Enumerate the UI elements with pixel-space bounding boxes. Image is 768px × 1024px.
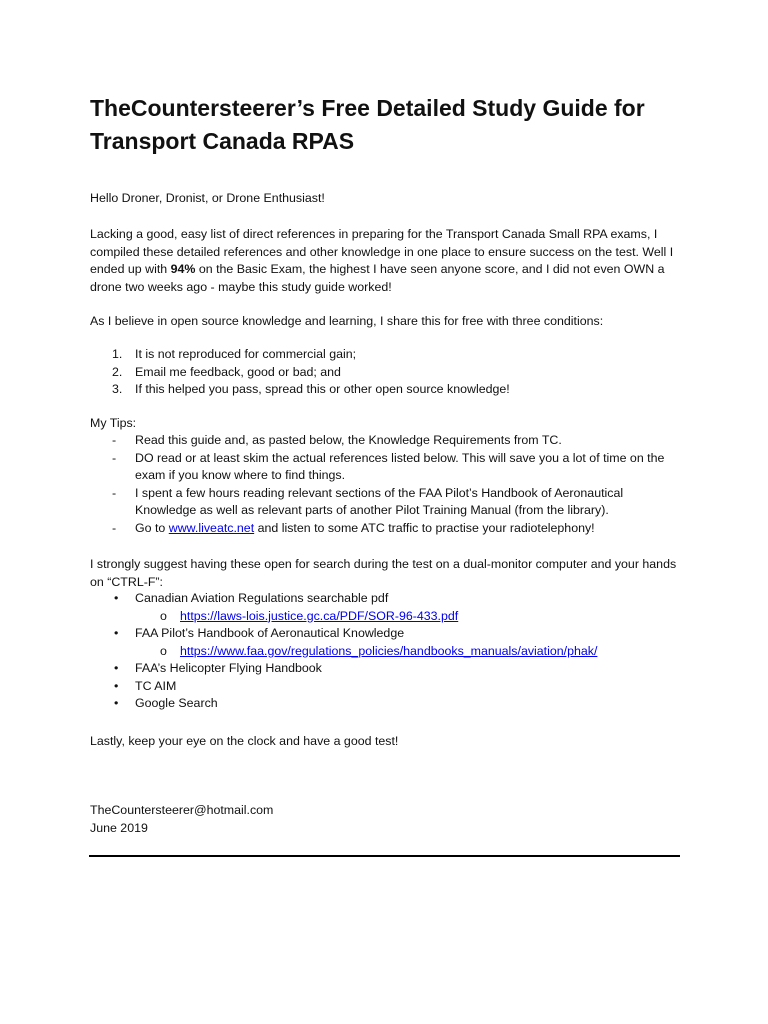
conditions-intro: As I believe in open source knowledge and learning, I share this for free with three conditions: <box>90 314 604 328</box>
intro-text-1: Lacking a good, easy list of direct references in preparing for the Transport Canada Small RPA exams, I compiled these detailed references and other knowledge in one place to ensure success on the test. Well I ended up with <box>90 227 674 276</box>
list-number: 3. <box>112 382 123 396</box>
list-item <box>90 485 680 520</box>
author-email: TheCountersteerer@hotmail.com <box>90 803 274 817</box>
list-item-text: If this helped you pass, spread this or other open source knowledge! <box>135 382 510 396</box>
list-number: 1. <box>112 347 123 361</box>
tips-heading: My Tips: <box>90 416 137 430</box>
list-item <box>90 450 680 485</box>
list-item <box>90 381 510 399</box>
resource-text: TC AIM <box>135 678 177 693</box>
list-item <box>90 678 690 696</box>
list-item <box>90 608 690 626</box>
bullet-icon: • <box>114 661 119 675</box>
cars-pdf-link[interactable]: https://laws-lois.justice.gc.ca/PDF/SOR-96-433.pdf <box>180 608 459 623</box>
circle-bullet-icon: o <box>160 643 167 658</box>
circle-bullet-icon: o <box>160 608 167 623</box>
dash-marker: - <box>112 485 117 500</box>
list-item-text: It is not reproduced for commercial gain; <box>135 347 357 361</box>
list-item <box>90 520 680 538</box>
intro-paragraph <box>90 226 680 296</box>
tip-text: Go to <box>135 520 169 535</box>
bullet-icon: • <box>114 678 119 693</box>
list-item <box>90 432 680 450</box>
resource-text: Google Search <box>135 696 218 710</box>
greeting: Hello Droner, Dronist, or Drone Enthusiast! <box>90 191 325 205</box>
list-item <box>90 590 690 608</box>
list-item <box>90 346 510 364</box>
list-item <box>90 660 690 678</box>
resource-text: FAA’s Helicopter Flying Handbook <box>135 661 322 675</box>
list-item <box>90 695 690 713</box>
document-date: June 2019 <box>90 821 148 835</box>
resources-list <box>90 590 690 713</box>
resource-text: Canadian Aviation Regulations searchable pdf <box>135 591 389 605</box>
document-title: TheCountersteerer’s Free Detailed Study Guide for Transport Canada RPAS <box>90 95 645 154</box>
tip-text: DO read or at least skim the actual references listed below. This will save you a lot of time on the exam if you know where to find things. <box>135 450 665 482</box>
intro-score: 94% <box>170 262 196 276</box>
intro-text-2: on the Basic Exam, the highest I have seen anyone score, and I did not even OWN a drone two weeks ago - maybe this study guide worked! <box>90 262 665 294</box>
list-item <box>90 364 510 382</box>
tip-text: I spent a few hours reading relevant sections of the FAA Pilot’s Handbook of Aeronautical Knowledge as well as relevant parts of another Pilot Training Manual (from the library). <box>135 485 624 517</box>
dash-marker: - <box>112 520 117 535</box>
horizontal-rule <box>89 855 680 857</box>
suggest-paragraph: I strongly suggest having these open for search during the test on a dual-monitor computer and your hands on “CTRL-F”: <box>90 557 677 589</box>
list-item <box>90 625 690 643</box>
closing-line: Lastly, keep your eye on the clock and have a good test! <box>90 734 399 748</box>
tip-text: Read this guide and, as pasted below, the Knowledge Requirements from TC. <box>135 433 562 447</box>
tips-list <box>90 432 680 537</box>
liveatc-link[interactable]: www.liveatc.net <box>168 520 255 535</box>
bullet-icon: • <box>114 696 119 710</box>
dash-marker: - <box>112 450 117 465</box>
tip-text: and listen to some ATC traffic to practise your radiotelephony! <box>254 520 595 535</box>
bullet-icon: • <box>114 626 119 640</box>
list-item-text: Email me feedback, good or bad; and <box>135 364 341 379</box>
resource-text: FAA Pilot’s Handbook of Aeronautical Knowledge <box>135 626 405 640</box>
list-number: 2. <box>112 364 123 379</box>
conditions-list <box>90 346 510 399</box>
dash-marker: - <box>112 433 117 447</box>
bullet-icon: • <box>114 591 119 605</box>
list-item <box>90 643 690 661</box>
faa-phak-link[interactable]: https://www.faa.gov/regulations_policies/handbooks_manuals/aviation/phak/ <box>180 643 598 658</box>
